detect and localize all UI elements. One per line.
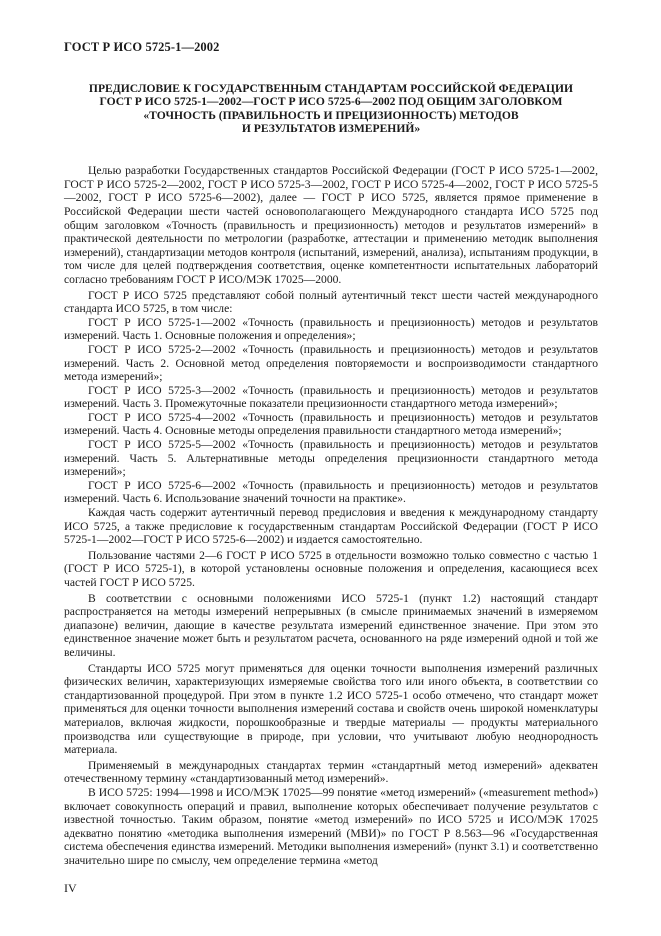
title-line: ГОСТ Р ИСО 5725-1—2002—ГОСТ Р ИСО 5725-6—2002 ПОД ОБЩИМ ЗАГОЛОВКОМ [99, 95, 563, 109]
title-line: «ТОЧНОСТЬ (ПРАВИЛЬНОСТЬ И ПРЕЦИЗИОННОСТЬ) МЕТОДОВ [143, 108, 519, 122]
title-line: ПРЕДИСЛОВИЕ К ГОСУДАРСТВЕННЫМ СТАНДАРТАМ РОССИЙСКОЙ ФЕДЕРАЦИИ [88, 82, 574, 95]
paragraph: В ИСО 5725: 1994—1998 и ИСО/МЭК 17025—99 понятие «метод измерений» («measurement method») включает совокупность операций и правил, выполнение которых обеспечивает получение результатов с известной точностью. Таким образом, понятие «метод измерений» по ИСО 5725 и ИСО/МЭК 17025 адекватно понятию «методика выполнения измерений (МВИ)» по ГОСТ Р 8.563—96 «Государственная система обеспечения единства измерений. Методики выполнения измерений» (пункт 3.1) и соответственно значительно шире по смыслу, чем определение термина «метод [64, 785, 598, 867]
paragraph: Применяемый в международных стандартах термин «стандартный метод измерений» адекватен отечественному термину «стандартизованный метод измерений». [64, 758, 598, 786]
body-text [64, 164, 598, 867]
paragraph: ГОСТ Р ИСО 5725-5—2002 «Точность (правильность и прецизионность) методов и результатов измерений. Часть 5. Альтернативные методы определения прецизионности стандартного метода измерений»; [64, 438, 598, 479]
paragraph: ГОСТ Р ИСО 5725-2—2002 «Точность (правильность и прецизионность) методов и результатов измерений. Часть 2. Основной метод определения повторяемости и воспроизводимости стандартного метода измерений»; [64, 342, 598, 384]
paragraph: Стандарты ИСО 5725 могут применяться для оценки точности выполнения измерений различных физических величин, характеризующих измеряемые свойства того или иного объекта, в соответствии со стандартизованной процедурой. При этом в пункте 1.2 ИСО 5725-1 особо отмечено, что стандарт может применяться для оценки точности выполнения измерений состава и свойств очень широкой номенклатуры материалов, включая жидкости, порошкообразные и твердые материалы — продукты материального производства или существующие в природе, при условии, что учитывают любую неоднородность материала. [64, 661, 598, 757]
paragraph: Каждая часть содержит аутентичный перевод предисловия и введения к международному стандарту ИСО 5725, а также предисловие к государственным стандартам Российской Федерации (ГОСТ Р ИСО 5725-1—2002—ГОСТ Р ИСО 5725-6—2002) и издается самостоятельно. [64, 506, 598, 547]
document-page [64, 40, 598, 867]
paragraph: ГОСТ Р ИСО 5725-6—2002 «Точность (правильность и прецизионность) методов и результатов измерений. Часть 6. Использование значений точности на практике». [64, 478, 598, 506]
paragraph: В соответствии с основными положениями ИСО 5725-1 (пункт 1.2) настоящий стандарт распространяется на методы измерений непрерывных (в смысле принимаемых значений в измеряемом диапазоне) величин, дающие в качестве результата измерений единственное значение. При этом это единственное значение может быть и результатом расчета, основанного на ряде измерений одной и той же величины. [64, 591, 598, 659]
paragraph: ГОСТ Р ИСО 5725 представляют собой полный аутентичный текст шести частей международного стандарта ИСО 5725, в том числе: [64, 288, 598, 316]
paragraph: Целью разработки Государственных стандартов Российской Федерации (ГОСТ Р ИСО 5725-1—2002, ГОСТ Р ИСО 5725-2—2002, ГОСТ Р ИСО 5725-3—2002, ГОСТ Р ИСО 5725-4—2002, ГОСТ Р ИСО 5725-5—2002, ГОСТ Р ИСО 5725-6—2002), далее — ГОСТ Р ИСО 5725, является прямое применение в Российской Федерации шести частей основополагающего Международного стандарта ИСО 5725 под общим заголовком «Точность (правильность и прецизионность) методов и результатов измерений» в практической деятельности по метрологии (разработке, аттестации и применению методик выполнения измерений), стандартизации методов контроля (испытаний, измерений, анализа), испытаниям продукции, в том числе для целей подтверждения соответствия, оценке компетентности испытательных лабораторий согласно требованиям ГОСТ Р ИСО/МЭК 17025—2000. [64, 164, 598, 286]
paragraph: Пользование частями 2—6 ГОСТ Р ИСО 5725 в отдельности возможно только совместно с частью 1 (ГОСТ Р ИСО 5725-1), в которой установлены основные положения и определения, касающиеся всех частей ГОСТ Р ИСО 5725. [64, 548, 598, 589]
paragraph: ГОСТ Р ИСО 5725-3—2002 «Точность (правильность и прецизионность) методов и результатов измерений. Часть 3. Промежуточные показатели прецизионности стандартного метода измерений»; [64, 383, 598, 411]
paragraph: ГОСТ Р ИСО 5725-1—2002 «Точность (правильность и прецизионность) методов и результатов измерений. Часть 1. Основные положения и определения»; [64, 315, 598, 343]
title-line: И РЕЗУЛЬТАТОВ ИЗМЕРЕНИЙ» [241, 121, 421, 135]
page-number: IV [64, 881, 77, 895]
running-header: ГОСТ Р ИСО 5725-1—2002 [64, 40, 220, 54]
preface-title [64, 82, 598, 135]
paragraph: ГОСТ Р ИСО 5725-4—2002 «Точность (правильность и прецизионность) методов и результатов измерений. Часть 4. Основные методы определения правильности стандартного метода измерений»; [64, 410, 598, 438]
